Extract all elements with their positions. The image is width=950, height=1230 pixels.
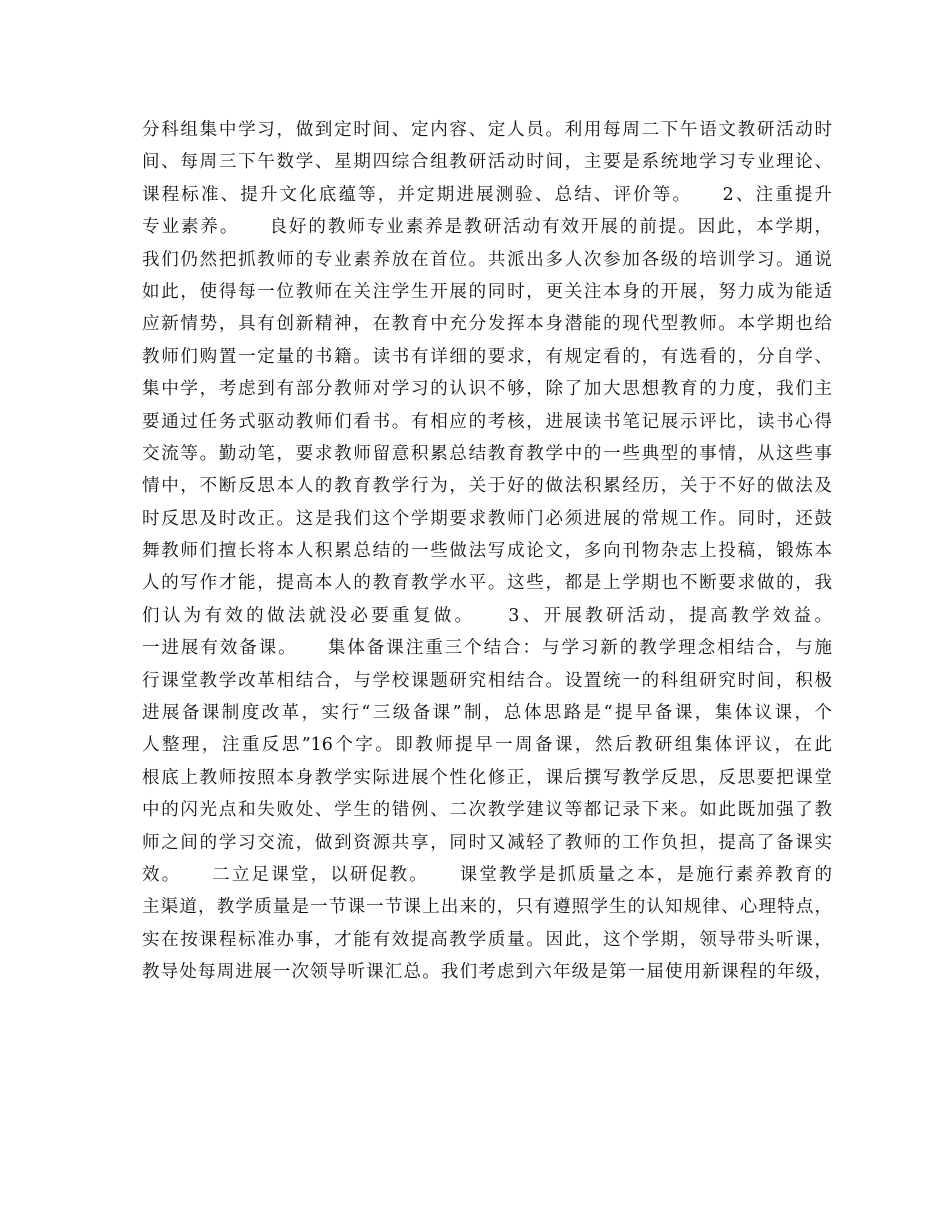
text-line: 我们仍然把抓教师的专业素养放在首位。共派出多人次参加各级的培训学习。通说 [142, 249, 832, 270]
text-line: 分科组集中学习，做到定时间、定内容、定人员。利用每周二下午语文教研活动时 [142, 120, 832, 140]
text-line: 教导处每周进展一次领导听课汇总。我们考虑到六年级是第一届使用新课程的年级， [142, 962, 832, 983]
text-line: 行课堂教学改革相结合，与学校课题研究相结合。设置统一的科组研究时间，积极 [142, 670, 832, 691]
text-line: 根底上教师按照本身教学实际进展个性化修正，课后撰写教学反思，反思要把课堂 [142, 767, 832, 788]
text-line: 中的闪光点和失败处、学生的错例、二次教学建议等都记录下来。如此既加强了教 [142, 800, 832, 821]
text-line: 交流等。勤动笔，要求教师留意积累总结教育教学中的一些典型的事情，从这些事 [142, 443, 832, 464]
text-line: 一进展有效备课。 集体备课注重三个结合：与学习新的教学理念相结合，与施 [142, 638, 832, 659]
text-line: 教师们购置一定量的书籍。读书有详细的要求，有规定看的，有选看的，分自学、 [142, 346, 832, 367]
text-line: 进展备课制度改革，实行“三级备课”制，总体思路是“提早备课，集体议课，个 [142, 703, 832, 724]
text-line: 人整理，注重反思”16个字。即教师提早一周备课，然后教研组集体评议，在此 [142, 735, 832, 756]
text-line: 时反思及时改正。这是我们这个学期要求教师门必须进展的常规工作。同时，还鼓 [142, 508, 832, 529]
text-line: 舞教师们擅长将本人积累总结的一些做法写成论文，多向刊物杂志上投稿，锻炼本 [142, 541, 832, 562]
text-line: 间、每周三下午数学、星期四综合组教研活动时间，主要是系统地学习专业理论、 [142, 152, 832, 173]
text-line: 要通过任务式驱动教师们看书。有相应的考核，进展读书笔记展示评比，读书心得 [142, 411, 832, 432]
text-line: 们认为有效的做法就没必要重复做。 3、开展教研活动，提高教学效益。 [142, 605, 832, 626]
text-line: 如此，使得每一位教师在关注学生开展的同时，更关注本身的开展，努力成为能适 [142, 281, 832, 302]
body-text [142, 114, 832, 989]
text-line: 集中学，考虑到有部分教师对学习的认识不够，除了加大思想教育的力度，我们主 [142, 379, 832, 400]
text-line: 师之间的学习交流，做到资源共享，同时又减轻了教师的工作负担，提高了备课实 [142, 832, 832, 853]
text-line: 情中，不断反思本人的教育教学行为，关于好的做法积累经历，关于不好的做法及 [142, 476, 832, 497]
text-line: 实在按课程标准办事，才能有效提高教学质量。因此，这个学期，领导带头听课， [142, 929, 832, 950]
text-line: 专业素养。 良好的教师专业素养是教研活动有效开展的前提。因此，本学期， [142, 217, 832, 238]
text-line: 效。 二立足课堂，以研促教。 课堂教学是抓质量之本，是施行素养教育的 [142, 864, 832, 885]
text-line: 应新情势，具有创新精神，在教育中充分发挥本身潜能的现代型教师。本学期也给 [142, 314, 832, 335]
text-line: 主渠道，教学质量是一节课一节课上出来的，只有遵照学生的认知规律、心理特点， [142, 897, 832, 918]
text-line: 人的写作才能，提高本人的教育教学水平。这些，都是上学期也不断要求做的，我 [142, 573, 832, 594]
text-line: 课程标准、提升文化底蕴等，并定期进展测验、总结、评价等。 2、注重提升 [142, 184, 832, 205]
